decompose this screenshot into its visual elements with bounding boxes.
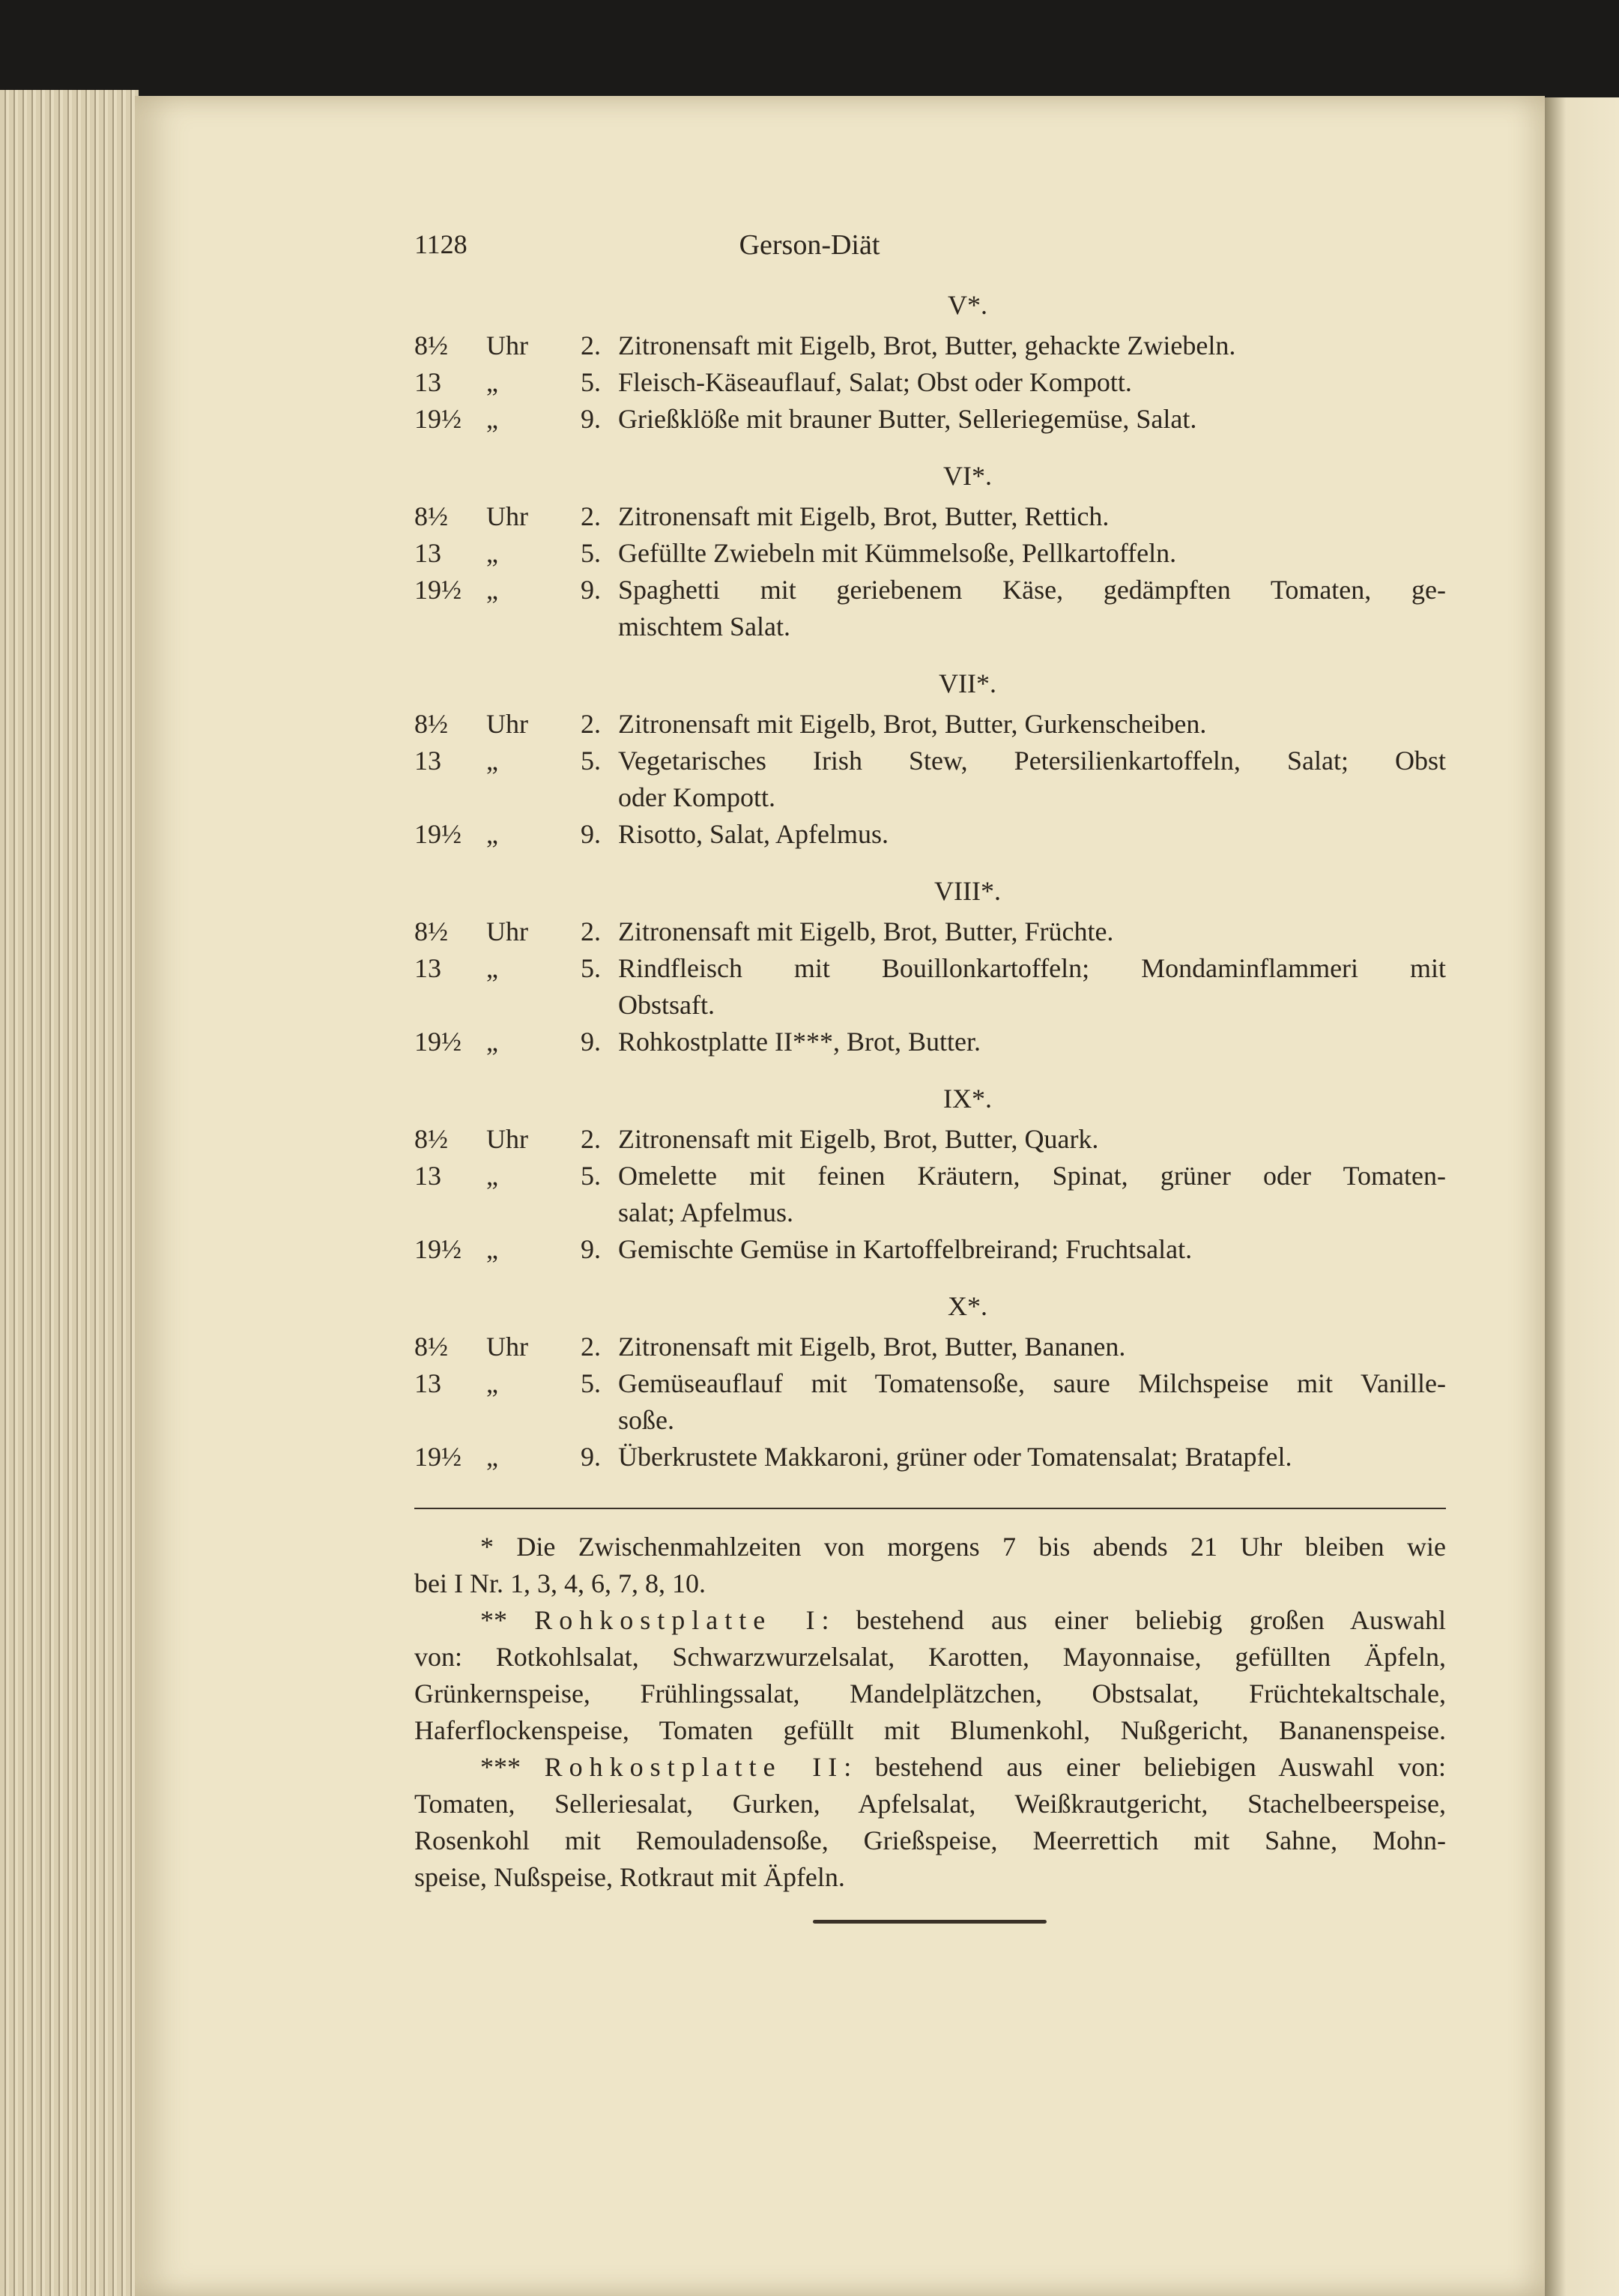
footnote-marker: ***: [480, 1752, 521, 1782]
section-heading: V*.: [948, 290, 987, 320]
footnote-text: : bestehend aus einer beliebigen Auswahl von:: [844, 1752, 1447, 1782]
end-ornament-rule: [813, 1920, 1047, 1924]
meal-description: Obstsaft.: [618, 990, 715, 1020]
meal-description: Zitronensaft mit Eigelb, Brot, Butter, gehackte Zwiebeln.: [618, 330, 1236, 360]
meal-description: Fleisch-Käseauflauf, Salat; Obst oder Kompott.: [618, 367, 1132, 397]
meal-time: 19½: [414, 404, 462, 434]
meal-row: [414, 327, 1446, 364]
time-unit: „: [486, 538, 498, 568]
time-unit: „: [486, 953, 498, 983]
meal-time: 19½: [414, 1442, 462, 1472]
meal-row: [414, 1024, 1446, 1060]
meal-description: mischtem Salat.: [618, 611, 790, 641]
meal-number: 2.: [581, 916, 601, 946]
book-page-edges: [0, 90, 139, 2296]
menu-plan: [414, 283, 1446, 1475]
footnote-1-line: * Die Zwischenmahlzeiten von morgens 7 bis abends 21 Uhr bleiben wie: [480, 1532, 1446, 1562]
meal-time: 8½: [414, 916, 448, 946]
meal-description: Gemüseauflauf mit Tomatensoße, saure Milchspeise mit Vanille-: [618, 1368, 1446, 1398]
footnote-term: Rohkostplatte I: [534, 1605, 822, 1635]
meal-time: 19½: [414, 1027, 462, 1057]
meal-number: 5.: [581, 746, 601, 776]
meal-description: soße.: [618, 1405, 674, 1435]
menu-section: [414, 869, 1446, 1060]
meal-description: Rohkostplatte II***, Brot, Butter.: [618, 1027, 981, 1057]
meal-number: 5.: [581, 953, 601, 983]
meal-description: Spaghetti mit geriebenem Käse, gedämpften Tomaten, ge-: [618, 575, 1446, 605]
time-unit: „: [486, 1368, 498, 1398]
meal-number: 9.: [581, 1234, 601, 1264]
meal-row: [414, 913, 1446, 950]
footnote-2-first-line: [414, 1602, 1446, 1639]
meal-time: 13: [414, 367, 441, 397]
meal-row: [414, 1231, 1446, 1268]
time-unit: „: [486, 1161, 498, 1191]
meal-description: Risotto, Salat, Apfelmus.: [618, 819, 889, 849]
meal-row: [414, 1365, 1446, 1439]
menu-section: [414, 1284, 1446, 1475]
meal-description: Zitronensaft mit Eigelb, Brot, Butter, Quark.: [618, 1124, 1099, 1154]
meal-description: oder Kompott.: [618, 782, 775, 812]
meal-row: [414, 498, 1446, 535]
meal-time: 19½: [414, 1234, 462, 1264]
meal-number: 9.: [581, 819, 601, 849]
section-heading: VI*.: [943, 461, 992, 491]
time-unit: „: [486, 746, 498, 776]
meal-number: 9.: [581, 1442, 601, 1472]
facing-page-edge: [1543, 97, 1619, 2296]
meal-description: Zitronensaft mit Eigelb, Brot, Butter, Bananen.: [618, 1332, 1126, 1362]
footnote-term: Rohkostplatte II: [544, 1752, 844, 1782]
meal-number: 2.: [581, 1332, 601, 1362]
footnote-marker: **: [480, 1605, 507, 1635]
meal-description: Omelette mit feinen Kräutern, Spinat, grüner oder Tomaten-: [618, 1161, 1446, 1191]
footnote-3-line: Rosenkohl mit Remouladensoße, Grießspeise, Meerrettich mit Sahne, Mohn-: [414, 1825, 1446, 1855]
meal-row: [414, 364, 1446, 401]
time-unit: „: [486, 575, 498, 605]
meal-row: [414, 950, 1446, 1024]
time-unit: Uhr: [486, 709, 528, 739]
menu-section: [414, 454, 1446, 645]
time-unit: Uhr: [486, 1332, 528, 1362]
time-unit: Uhr: [486, 1124, 528, 1154]
meal-number: 9.: [581, 575, 601, 605]
menu-section: [414, 1077, 1446, 1268]
meal-row: [414, 572, 1446, 645]
meal-number: 9.: [581, 1027, 601, 1057]
meal-number: 5.: [581, 538, 601, 568]
meal-number: 5.: [581, 1368, 601, 1398]
meal-row: [414, 816, 1446, 853]
meal-row: [414, 743, 1446, 816]
time-unit: „: [486, 1234, 498, 1264]
meal-time: 8½: [414, 1124, 448, 1154]
meal-row: [414, 1439, 1446, 1475]
meal-time: 19½: [414, 819, 462, 849]
footnote-2-line: Grünkernspeise, Frühlingssalat, Mandelplätzchen, Obstsalat, Früchtekaltschale,: [414, 1679, 1446, 1709]
scan-background-top: [0, 0, 1619, 105]
time-unit: „: [486, 819, 498, 849]
meal-time: 13: [414, 953, 441, 983]
section-heading: IX*.: [943, 1084, 992, 1114]
section-heading: VII*.: [939, 668, 996, 698]
meal-row: [414, 401, 1446, 438]
footnote-2-line: von: Rotkohlsalat, Schwarzwurzelsalat, Karotten, Mayonnaise, gefüllten Äpfeln,: [414, 1642, 1446, 1672]
meal-description: Zitronensaft mit Eigelb, Brot, Butter, Gurkenscheiben.: [618, 709, 1207, 739]
meal-time: 13: [414, 538, 441, 568]
meal-number: 9.: [581, 404, 601, 434]
meal-time: 8½: [414, 501, 448, 531]
footnote-3-line: speise, Nußspeise, Rotkraut mit Äpfeln.: [414, 1862, 845, 1892]
menu-section: [414, 662, 1446, 853]
meal-row: [414, 535, 1446, 572]
meal-row: [414, 1158, 1446, 1231]
meal-row: [414, 706, 1446, 743]
meal-description: Gemischte Gemüse in Kartoffelbreirand; Fruchtsalat.: [618, 1234, 1193, 1264]
meal-time: 19½: [414, 575, 462, 605]
page-number: 1128: [414, 229, 467, 259]
footnotes: [414, 1529, 1446, 1896]
footnote-divider: [414, 1508, 1446, 1509]
meal-number: 2.: [581, 1124, 601, 1154]
time-unit: „: [486, 1027, 498, 1057]
footnote-3-line: Tomaten, Selleriesalat, Gurken, Apfelsalat, Weißkrautgericht, Stachelbeerspeise,: [414, 1789, 1446, 1819]
menu-section: [414, 283, 1446, 438]
meal-time: 13: [414, 746, 441, 776]
meal-time: 8½: [414, 1332, 448, 1362]
meal-time: 8½: [414, 709, 448, 739]
meal-time: 13: [414, 1368, 441, 1398]
meal-number: 2.: [581, 709, 601, 739]
meal-description: Vegetarisches Irish Stew, Petersilienkartoffeln, Salat; Obst: [618, 746, 1446, 776]
meal-description: Grießklöße mit brauner Butter, Selleriegemüse, Salat.: [618, 404, 1197, 434]
meal-description: Überkrustete Makkaroni, grüner oder Tomatensalat; Bratapfel.: [618, 1442, 1292, 1472]
time-unit: „: [486, 367, 498, 397]
meal-number: 5.: [581, 367, 601, 397]
meal-number: 5.: [581, 1161, 601, 1191]
meal-description: Rindfleisch mit Bouillonkartoffeln; Mondaminflammeri mit: [618, 953, 1446, 983]
time-unit: „: [486, 404, 498, 434]
meal-description: Gefüllte Zwiebeln mit Kümmelsoße, Pellkartoffeln.: [618, 538, 1177, 568]
meal-number: 2.: [581, 330, 601, 360]
footnote-text: : bestehend aus einer beliebig großen Auswahl: [821, 1605, 1446, 1635]
footnote-2-line: Haferflockenspeise, Tomaten gefüllt mit Blumenkohl, Nußgericht, Bananenspeise.: [414, 1715, 1446, 1745]
footnote-3-first-line: [414, 1749, 1446, 1786]
meal-row: [414, 1121, 1446, 1158]
section-heading: X*.: [948, 1291, 987, 1321]
meal-description: salat; Apfelmus.: [618, 1197, 793, 1227]
section-heading: VIII*.: [934, 876, 1001, 906]
time-unit: „: [486, 1442, 498, 1472]
running-title: Gerson-Diät: [739, 229, 880, 261]
meal-time: 8½: [414, 330, 448, 360]
meal-number: 2.: [581, 501, 601, 531]
footnote-1-line: bei I Nr. 1, 3, 4, 6, 7, 8, 10.: [414, 1568, 706, 1598]
time-unit: Uhr: [486, 916, 528, 946]
meal-time: 13: [414, 1161, 441, 1191]
meal-description: Zitronensaft mit Eigelb, Brot, Butter, Früchte.: [618, 916, 1114, 946]
time-unit: Uhr: [486, 501, 528, 531]
meal-description: Zitronensaft mit Eigelb, Brot, Butter, Rettich.: [618, 501, 1110, 531]
meal-row: [414, 1329, 1446, 1365]
time-unit: Uhr: [486, 330, 528, 360]
